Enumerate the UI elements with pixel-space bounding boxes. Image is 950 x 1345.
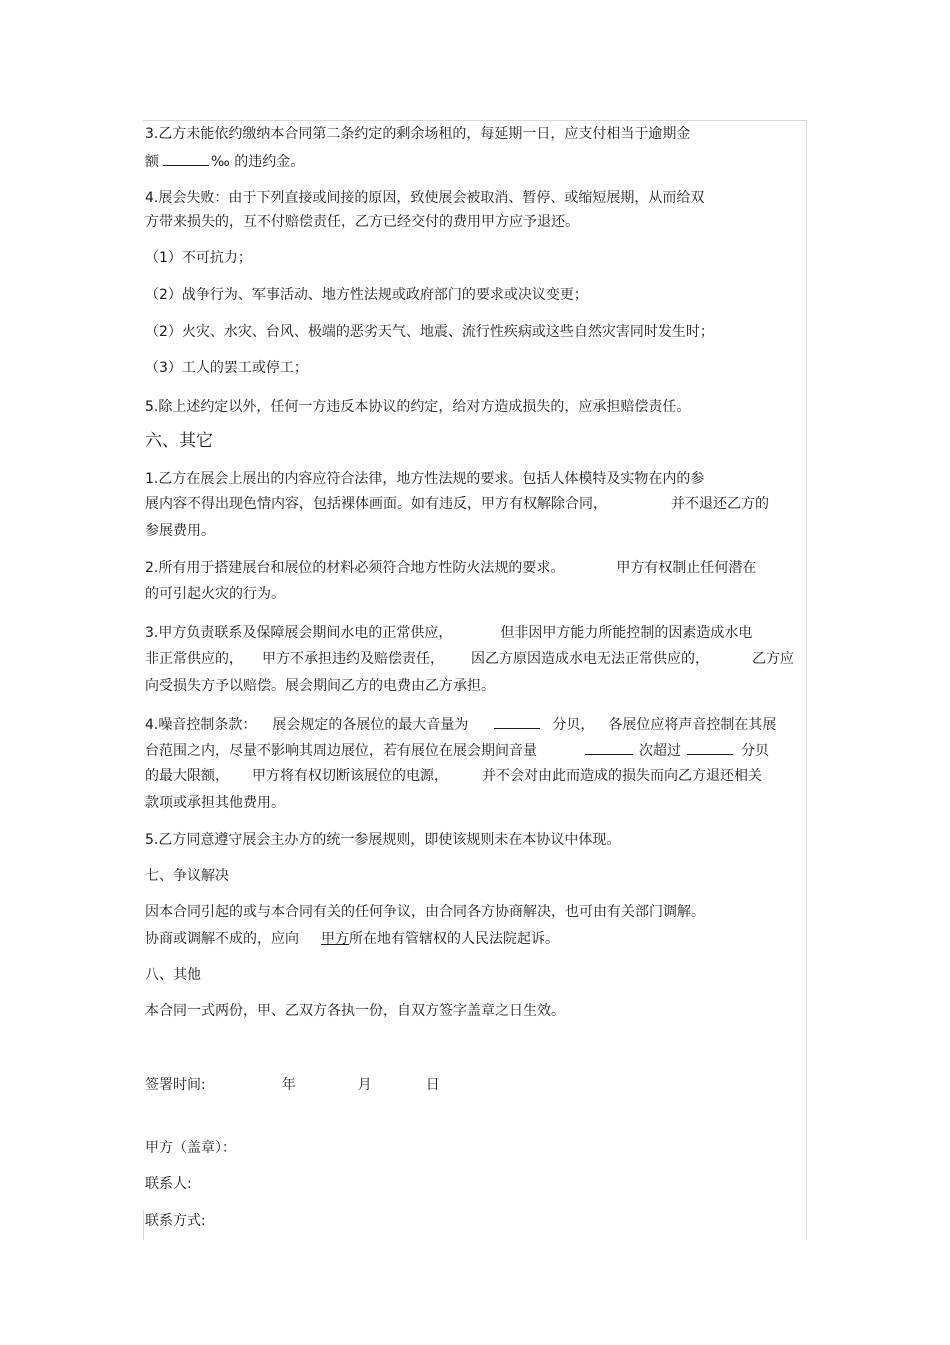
clause-3-line-2 [145,151,304,171]
s6-p4-line-4: 款项或承担其他费用。 [145,795,285,811]
s6-p4-text-b: 展会规定的各展位的最大音量为 [272,717,469,733]
s6-p3-text-a2: 非正常供应的， [145,651,243,667]
late-fee-rate-blank [163,151,209,166]
s7-text-b: 所在地有管辖权的人民法院起诉。 [349,931,559,947]
clause-3-text-b: ‰ 的违约金。 [211,154,305,170]
s6-p2-line-2: 的可引起火灾的行为。 [145,586,285,602]
s6-p3-line-3: 向受损失方予以赔偿。展会期间乙方的电费由乙方承担。 [145,678,495,694]
s6-p3-text-c2: 因乙方原因造成水电无法正常供应的， [471,651,709,667]
jurisdiction-party: 甲方 [321,931,349,947]
s6-p3-line-2 [145,650,794,668]
s6-p1-line-1: 1.乙方在展会上展出的内容应符合法律，地方性法规的要求。包括人体模特及实物在内的参 [145,471,705,487]
section-8-heading: 八、其他 [145,967,201,983]
page-border-left [143,1210,144,1240]
s6-p4-line-3 [145,767,762,785]
s6-p1-line-2 [145,495,769,513]
s6-p4-text-a3: 的最大限额， [145,768,229,784]
list-item-war: （2）战争行为、军事活动、地方性法规或政府部门的要求或决议变更； [145,287,588,303]
exceed-times-blank [585,740,633,755]
month-label: 月 [357,1077,372,1093]
signing-date-line [145,1076,440,1094]
clause-5: 5.除上述约定以外，任何一方违反本协议的约定，给对方造成损失的，应承担赔偿责任。 [145,399,691,415]
contact-method-label: 联系方式: [145,1213,206,1229]
clause-4-line-1: 4.展会失败：由于下列直接或间接的原因，致使展会被取消、暂停、或缩短展期，从而给双 [145,190,705,206]
signing-time-label: 签署时间: [145,1077,206,1093]
list-item-strike: （3）工人的罢工或停工； [145,360,308,376]
list-item-disaster: （2）火灾、水灾、台风、极端的恶劣天气、地震、流行性疾病或这些自然灾害同时发生时； [145,324,714,340]
page-border-top [143,120,807,121]
s6-p4-text-a: 4.噪音控制条款： [145,717,257,733]
clause-3-line-1: 3.乙方未能依约缴纳本合同第二条约定的剩余场租的，每延期一日，应支付相当于逾期金 [145,126,691,142]
day-label: 日 [425,1077,440,1093]
s6-p3-text-a: 3.甲方负责联系及保障展会期间水电的正常供应， [145,625,453,641]
s7-line-1: 因本合同引起的或与本合同有关的任何争议，由合同各方协商解决，也可由有关部门调解。 [145,904,705,920]
s6-p5: 5.乙方同意遵守展会主办方的统一参展规则，即使该规则未在本协议中体现。 [145,832,621,848]
s6-p4-text-a2: 台范围之内，尽量不影响其周边展位，若有展位在展会期间音量 [145,743,537,759]
s8-line-1: 本合同一式两份，甲、乙双方各执一份，自双方签字盖章之日生效。 [145,1003,565,1019]
s6-p4-text-b2: 次超过 [639,743,681,759]
s6-p2-text-a: 2.所有用于搭建展台和展位的材料必须符合地方性防火法规的要求。 [145,560,565,576]
page-border-right [806,120,807,1240]
list-item-force-majeure: （1）不可抗力； [145,250,252,266]
s6-p4-text-d: 各展位应将声音控制在其展 [608,717,777,733]
year-label: 年 [281,1077,296,1093]
s6-p3-text-b2: 甲方不承担违约及赔偿责任， [262,651,444,667]
section-7-heading: 七、争议解决 [145,868,229,884]
s6-p3-line-1 [145,624,752,642]
s6-p3-text-b: 但非因甲方能力所能控制的因素造成水电 [500,625,753,641]
s7-line-2 [145,930,559,948]
s6-p2-text-b: 甲方有权制止任何潜在 [616,560,757,576]
s6-p4-line-1 [145,714,776,734]
s6-p3-text-d2: 乙方应 [752,651,794,667]
s6-p4-text-b3: 甲方将有权切断该展位的电源， [252,768,448,784]
max-volume-blank [494,714,540,729]
section-6-heading: 六、其它 [145,431,213,451]
s6-p4-text-c: 分贝， [552,717,595,733]
s6-p1-text-a: 展内容不得出现色情内容，包括裸体画面。如有违反，甲方有权解除合同， [145,496,607,512]
exceed-decibel-blank [687,740,733,755]
party-a-seal-label: 甲方（盖章）： [145,1140,236,1156]
s6-p4-line-2 [145,740,769,760]
clause-3-text-a: 额 [145,154,159,170]
s7-text-a: 协商或调解不成的，应向 [145,931,299,947]
s6-p1-text-b: 并不退还乙方的 [671,496,769,512]
s6-p1-line-3: 参展费用。 [145,523,215,539]
s6-p4-text-c3: 并不会对由此而造成的损失而向乙方退还相关 [482,768,762,784]
s6-p4-text-c2: 分贝 [741,743,769,759]
clause-4-line-2: 方带来损失的，互不付赔偿责任，乙方已经交付的费用甲方应予退还。 [145,214,579,230]
contact-person-label: 联系人: [145,1176,192,1192]
s6-p2-line-1 [145,559,756,577]
